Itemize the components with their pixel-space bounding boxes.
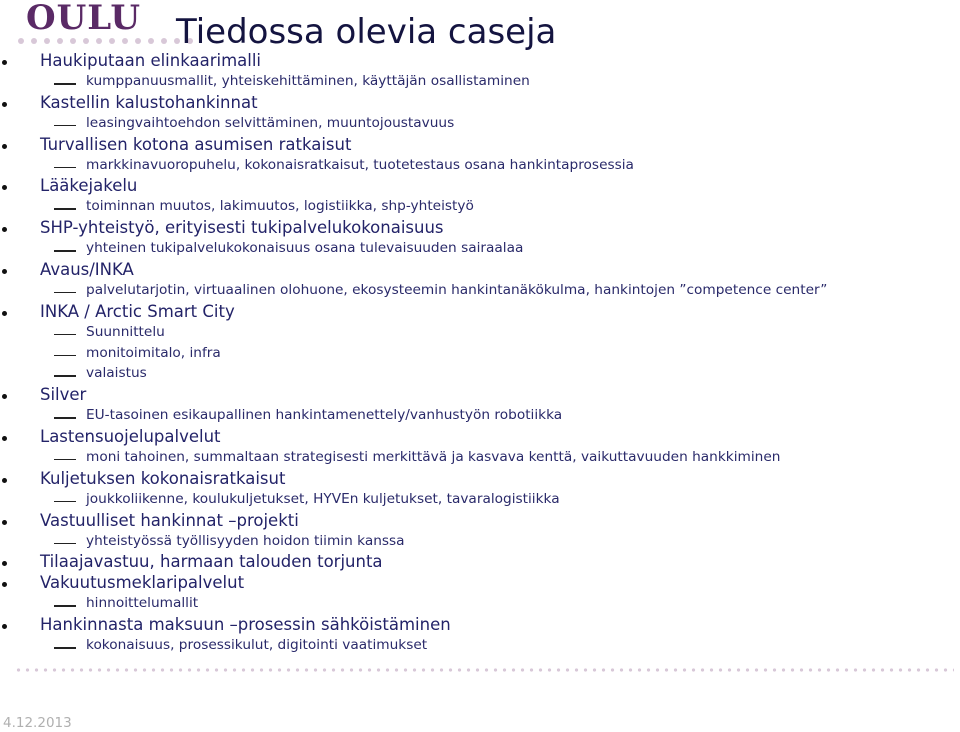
bullet-dot-icon	[2, 551, 10, 572]
sub-bullet-item	[0, 531, 960, 552]
dash-icon	[54, 605, 76, 607]
bullet-dot-icon	[2, 426, 10, 447]
dash-icon	[54, 501, 76, 503]
item-text: valaistus	[86, 365, 147, 382]
bullet-list	[0, 50, 960, 656]
item-text: Haukiputaan elinkaarimalli	[40, 51, 262, 70]
dash-icon	[54, 459, 76, 461]
item-text: yhteinen tukipalvelukokonaisuus osana tulevaisuuden sairaalaa	[86, 240, 524, 257]
bullet-item	[0, 175, 960, 196]
dash-icon	[54, 250, 76, 252]
item-text: Suunnittelu	[86, 323, 165, 340]
bullet-dot-icon	[2, 510, 10, 531]
sub-bullet-item	[0, 238, 960, 259]
bullet-dot-icon	[2, 50, 10, 71]
dash-icon	[54, 167, 76, 169]
item-text: markkinavuoropuhelu, kokonaisratkaisut, tuotetestaus osana hankintaprosessia	[86, 156, 634, 173]
bullet-item	[0, 50, 960, 71]
item-text: hinnoittelumallit	[86, 595, 199, 612]
bullet-item	[0, 614, 960, 635]
logo-dots	[18, 38, 193, 44]
bullet-item	[0, 217, 960, 238]
bullet-dot-icon	[2, 572, 10, 593]
footer-divider	[14, 668, 954, 672]
bullet-item	[0, 551, 960, 572]
dash-icon	[54, 125, 76, 127]
bullet-dot-icon	[2, 175, 10, 196]
bullet-item	[0, 426, 960, 447]
bullet-item	[0, 468, 960, 489]
item-text: Tilaajavastuu, harmaan talouden torjunta	[40, 552, 383, 572]
sub-bullet-item	[0, 447, 960, 468]
item-text: Avaus/INKA	[40, 259, 134, 279]
sub-bullet-item	[0, 405, 960, 426]
sub-bullet-item	[0, 322, 960, 343]
sub-bullet-item	[0, 489, 960, 510]
bullet-item	[0, 510, 960, 531]
bullet-item	[0, 134, 960, 155]
item-text: moni tahoinen, summaltaan strategisesti merkittävä ja kasvava kenttä, vaikuttavuuden hankkiminen	[86, 448, 781, 465]
slide-title: Tiedossa olevia caseja	[176, 12, 557, 52]
oulu-logo: OULU	[26, 0, 141, 38]
bullet-dot-icon	[2, 259, 10, 280]
item-text: joukkoliikenne, koulukuljetukset, HYVEn kuljetukset, tavaralogistiikka	[86, 490, 560, 507]
item-text: yhteistyössä työllisyyden hoidon tiimin kanssa	[86, 532, 405, 549]
sub-bullet-item	[0, 155, 960, 176]
sub-bullet-item	[0, 635, 960, 656]
dash-icon	[54, 375, 76, 377]
item-text: toiminnan muutos, lakimuutos, logistiikka, shp-yhteistyö	[86, 198, 474, 215]
item-text: EU-tasoinen esikaupallinen hankintamenettely/vanhustyön robotiikka	[86, 407, 563, 424]
slide-date: 4.12.2013	[3, 715, 72, 731]
item-text: SHP-yhteistyö, erityisesti tukipalvelukokonaisuus	[40, 218, 444, 238]
bullet-item	[0, 572, 960, 593]
item-text: INKA / Arctic Smart City	[40, 301, 235, 321]
item-text: monitoimitalo, infra	[86, 344, 221, 361]
item-text: Silver	[40, 385, 87, 405]
item-text: Vakuutusmeklaripalvelut	[40, 573, 245, 593]
bullet-dot-icon	[2, 384, 10, 405]
bullet-dot-icon	[2, 614, 10, 635]
dash-icon	[54, 334, 76, 336]
bullet-item	[0, 259, 960, 280]
item-text: kumppanuusmallit, yhteiskehittäminen, käyttäjän osallistaminen	[86, 73, 530, 89]
item-text: Turvallisen kotona asumisen ratkaisut	[40, 134, 352, 154]
item-text: kokonaisuus, prosessikulut, digitointi vaatimukset	[86, 637, 428, 654]
bullet-item	[0, 384, 960, 405]
dash-icon	[54, 543, 76, 545]
bullet-dot-icon	[2, 217, 10, 238]
sub-bullet-item	[0, 196, 960, 217]
dash-icon	[54, 355, 76, 357]
item-text: Lääkejakelu	[40, 176, 138, 196]
sub-bullet-item	[0, 343, 960, 364]
item-text: Hankinnasta maksuun –prosessin sähköistäminen	[40, 615, 451, 635]
sub-bullet-item	[0, 113, 960, 134]
dash-icon	[54, 83, 76, 85]
item-text: leasingvaihtoehdon selvittäminen, muuntojoustavuus	[86, 114, 455, 131]
bullet-item	[0, 301, 960, 322]
item-text: Kastellin kalustohankinnat	[40, 92, 258, 112]
sub-bullet-item	[0, 280, 960, 301]
dash-icon	[54, 292, 76, 294]
bullet-item	[0, 92, 960, 113]
sub-bullet-item	[0, 593, 960, 614]
dash-icon	[54, 208, 76, 210]
dash-icon	[54, 417, 76, 419]
bullet-dot-icon	[2, 134, 10, 155]
item-text: Kuljetuksen kokonaisratkaisut	[40, 468, 286, 488]
item-text: Lastensuojelupalvelut	[40, 426, 221, 446]
bullet-dot-icon	[2, 468, 10, 489]
dash-icon	[54, 647, 76, 649]
item-text: palvelutarjotin, virtuaalinen olohuone, ekosysteemin hankintanäkökulma, hankintojen ”competence center”	[86, 281, 828, 298]
item-text: Vastuulliset hankinnat –projekti	[40, 510, 299, 530]
sub-bullet-item	[0, 71, 960, 92]
sub-bullet-item	[0, 363, 960, 384]
bullet-dot-icon	[2, 301, 10, 322]
bullet-dot-icon	[2, 92, 10, 113]
